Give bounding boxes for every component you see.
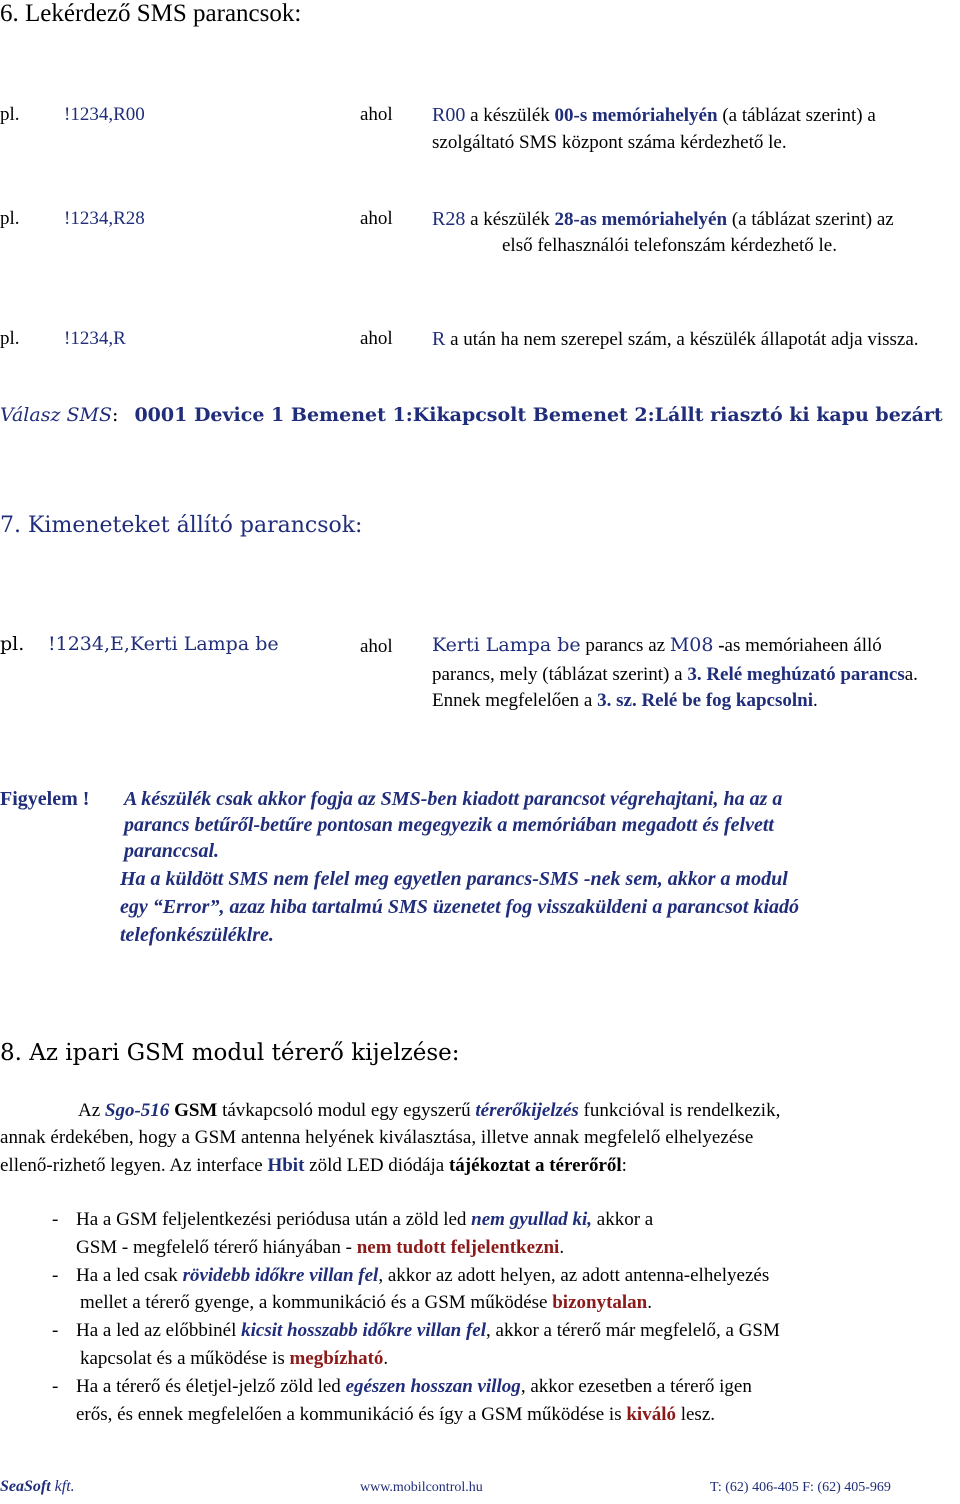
warning-line-5: egy “Error”, azaz hiba tartalmú SMS üzenetet fog visszaküldeni a parancsot kiadó — [120, 896, 800, 918]
section-6-title: 6. Lekérdező SMS parancsok: — [0, 0, 302, 27]
bullet-1-line-1: Ha a GSM feljelentkezési periódusa után a zöld led nem gyullad ki, akkor a — [76, 1209, 654, 1230]
bullet-3-line-1: Ha a led az előbbinél kicsit hosszabb időkre villan fel, akkor a térerő már megfelelő, a GSM — [76, 1320, 780, 1341]
footer-company: SeaSoft kft. — [0, 1478, 75, 1495]
pl-label: pl. — [0, 328, 20, 349]
row-r28-description-line2: első felhasználói telefonszám kérdezhető le. — [502, 235, 837, 256]
ahol-label: ahol — [360, 636, 393, 657]
code-r: R — [432, 328, 446, 350]
footer-website: www.mobilcontrol.hu — [360, 1480, 483, 1495]
paragraph-line-2: annak érdekében, hogy a GSM antenna helyének kiválasztása, illetve annak megfelelő elhelyezése — [0, 1127, 754, 1148]
bullet-dash: - — [52, 1376, 59, 1397]
warning-label: Figyelem ! — [0, 788, 90, 810]
footer-phone: T: (62) 406-405 F: (62) 405-969 — [710, 1480, 891, 1495]
code-r00: R00 — [432, 104, 466, 126]
bullet-dash: - — [52, 1265, 59, 1286]
footer-brand: SeaSoft — [0, 1478, 51, 1495]
paragraph-line-1: Az Sgo-516 GSM távkapcsoló modul egy egyszerű térerőkijelzés funkcióval is rendelkezik, — [78, 1100, 781, 1121]
reply-sms-line: Válasz SMS: 0001 Device 1 Bemenet 1:Kikapcsolt Bemenet 2:Lállt riasztó ki kapu bezárt — [0, 404, 943, 426]
reply-text: 0001 Device 1 Bemenet 1:Kikapcsolt Bemenet 2:Lállt riasztó ki kapu bezárt — [134, 404, 943, 426]
ahol-label: ahol — [360, 208, 393, 229]
row-r-description: R a után ha nem szerepel szám, a készülék állapotát adja vissza. — [432, 328, 919, 350]
kerti-description-line3: Ennek megfelelően a 3. sz. Relé be fog kapcsolni. — [432, 690, 818, 711]
row-r00-description-line1: R00 a készülék 00-s memóriahelyén (a táblázat szerint) a — [432, 104, 876, 126]
warning-line-4: Ha a küldött SMS nem felel meg egyetlen parancs-SMS -nek sem, akkor a modul — [120, 868, 788, 890]
pl-label: pl. — [0, 104, 20, 125]
section-7-title: 7. Kimeneteket állító parancsok: — [0, 513, 363, 538]
warning-line-3: paranccsal. — [124, 840, 219, 862]
pl-label: pl. — [0, 208, 20, 229]
warning-line-1: A készülék csak akkor fogja az SMS-ben kiadott parancsot végrehajtani, ha az a — [124, 788, 783, 810]
bullet-4-line-2: erős, és ennek megfelelően a kommunikáció és így a GSM működése is kiváló lesz. — [76, 1404, 716, 1425]
kerti-description-line1: Kerti Lampa be parancs az M08 -as memóriaheen álló — [432, 634, 882, 656]
bullet-dash: - — [52, 1320, 59, 1341]
paragraph-line-3: ellenő-rizhető legyen. Az interface Hbit zöld LED diódája tájékoztat a térerőről: — [0, 1155, 627, 1176]
warning-line-2: parancs betűről-betűre pontosan megegyezik a memóriában megadott és felvett — [124, 814, 774, 836]
warning-line-6: telefonkészüléklre. — [120, 924, 274, 946]
reply-label: Válasz SMS — [0, 404, 112, 426]
row-r00-description-line2: szolgáltató SMS központ száma kérdezhető le. — [432, 132, 787, 153]
row-r28-description-line1: R28 a készülék 28-as memóriahelyén (a táblázat szerint) az — [432, 208, 894, 230]
bullet-2-line-2: mellet a térerő gyenge, a kommunikáció és a GSM működése bizonytalan. — [80, 1292, 653, 1313]
bullet-1-line-2: GSM - megfelelő térerő hiányában - nem tudott feljelentkezni. — [76, 1237, 565, 1258]
ahol-label: ahol — [360, 104, 393, 125]
command-r00: !1234,R00 — [64, 104, 145, 125]
bullet-4-line-1: Ha a térerő és életjel-jelző zöld led egészen hosszan villog, akkor ezesetben a térerő igen — [76, 1376, 752, 1397]
section-8-title: 8. Az ipari GSM modul térerő kijelzése: — [0, 1040, 460, 1066]
kerti-description-line2: parancs, mely (táblázat szerint) a 3. Relé meghúzató parancsa. — [432, 664, 918, 685]
command-kerti-lampa: !1234,E,Kerti Lampa be — [48, 633, 279, 655]
ahol-label: ahol — [360, 328, 393, 349]
command-r28: !1234,R28 — [64, 208, 145, 229]
pl-label: pl. — [0, 633, 25, 655]
bullet-3-line-2: kapcsolat és a működése is megbízható. — [80, 1348, 389, 1369]
bullet-2-line-1: Ha a led csak rövidebb időkre villan fel, akkor az adott helyen, az adott antenna-elhelyezés — [76, 1265, 770, 1286]
command-r: !1234,R — [64, 328, 126, 349]
code-r28: R28 — [432, 208, 466, 230]
bullet-dash: - — [52, 1209, 59, 1230]
model-name: Sgo-516 — [104, 1100, 170, 1121]
